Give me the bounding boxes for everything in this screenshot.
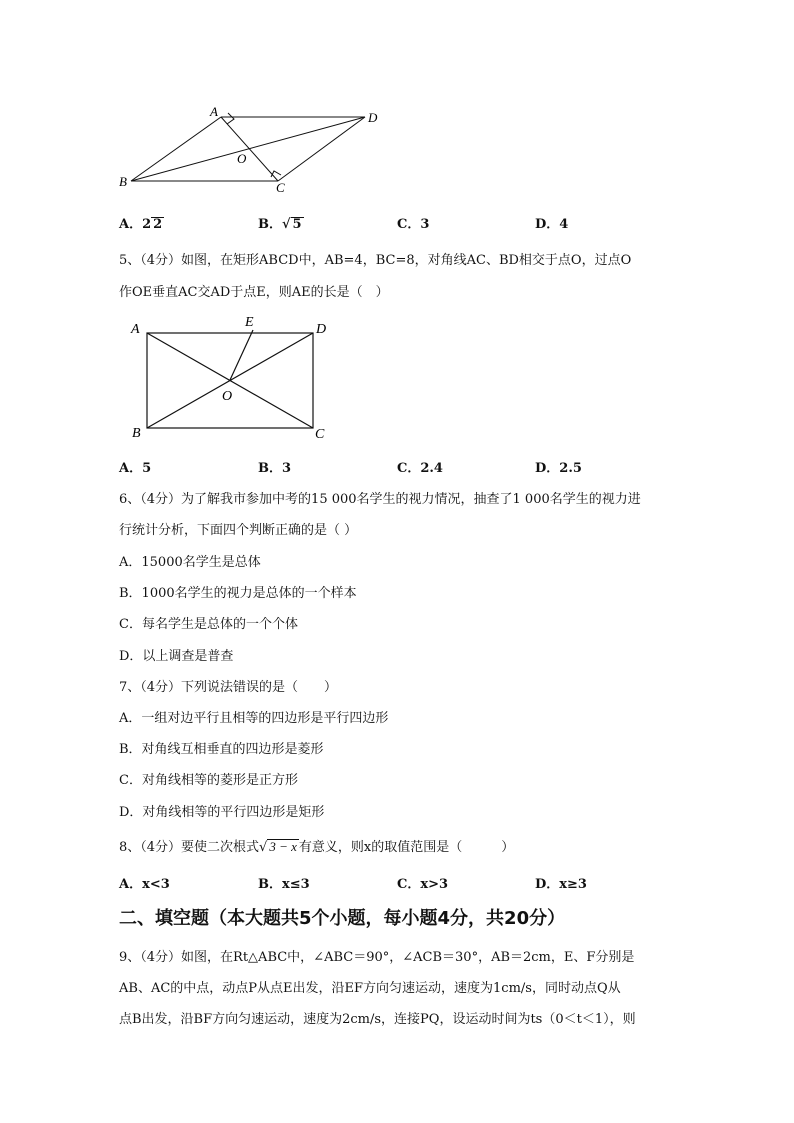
q8-option-d[interactable]: D．x≥3 bbox=[535, 877, 587, 892]
q9-stem-line3: 点B出发，沿BF方向匀速运动，速度为2cm/s，连接PQ，设运动时间为ts（0＜t＜1），则 bbox=[119, 1012, 636, 1027]
q8-stem: 8、（4分）要使二次根式√ 3 − x 有意义，则x的取值范围是（ ） bbox=[119, 839, 515, 855]
point-label-e: E bbox=[245, 315, 254, 330]
vertex-label-c: C bbox=[315, 427, 325, 442]
q6-option-b[interactable]: B．1000名学生的视力是总体的一个样本 bbox=[119, 586, 357, 601]
q6-stem-line1: 6、（4分）为了解我市参加中考的15 000名学生的视力情况，抽查了1 000名学生的视力进 bbox=[119, 492, 641, 507]
q5-option-d[interactable]: D．2.5 bbox=[535, 461, 582, 476]
q4-option-c[interactable]: C．3 bbox=[397, 217, 430, 232]
vertex-label-b: B bbox=[119, 174, 127, 189]
vertex-label-d: D bbox=[316, 322, 327, 337]
vertex-label-d: D bbox=[368, 110, 378, 125]
vertex-label-a: A bbox=[210, 104, 218, 119]
q4-option-a[interactable]: A．2 2 bbox=[119, 217, 163, 232]
q5-option-c[interactable]: C．2.4 bbox=[397, 461, 443, 476]
vertex-label-c: C bbox=[276, 180, 285, 195]
parallelogram-figure bbox=[110, 100, 400, 195]
center-label-o: O bbox=[222, 389, 233, 404]
q8-option-a[interactable]: A．x<3 bbox=[119, 877, 170, 892]
q4-option-d[interactable]: D．4 bbox=[535, 217, 569, 232]
q7-stem: 7、（4分）下列说法错误的是（ ） bbox=[119, 680, 338, 695]
section-heading-fill-in: 二、填空题（本大题共5个小题，每小题4分，共20分） bbox=[119, 908, 566, 929]
q6-option-a[interactable]: A．15000名学生是总体 bbox=[119, 555, 261, 570]
q7-option-a[interactable]: A．一组对边平行且相等的四边形是平行四边形 bbox=[119, 711, 389, 726]
q7-option-c[interactable]: C．对角线相等的菱形是正方形 bbox=[119, 773, 298, 788]
q5-stem-line1: 5、（4分）如图，在矩形ABCD中，AB=4，BC=8，对角线AC、BD相交于点O，过点O bbox=[119, 253, 632, 268]
q5-option-b[interactable]: B．3 bbox=[258, 461, 292, 476]
q6-option-c[interactable]: C．每名学生是总体的一个个体 bbox=[119, 617, 298, 632]
rectangle-figure bbox=[125, 310, 345, 445]
q6-stem-line2: 行统计分析，下面四个判断正确的是（ ） bbox=[119, 523, 358, 538]
q9-stem-line1: 9、（4分）如图，在Rt△ABC中，∠ABC＝90°，∠ACB＝30°，AB＝2cm，E、F分别是 bbox=[119, 950, 635, 965]
q9-stem-line2: AB、AC的中点，动点P从点E出发，沿EF方向匀速运动，速度为1cm/s，同时动点Q从 bbox=[119, 981, 621, 996]
q8-option-b[interactable]: B．x≤3 bbox=[258, 877, 310, 892]
q5-stem-line2: 作OE垂直AC交AD于点E，则AE的长是（ ） bbox=[119, 285, 389, 300]
q7-option-b[interactable]: B．对角线互相垂直的四边形是菱形 bbox=[119, 742, 324, 757]
q5-option-a[interactable]: A．5 bbox=[119, 461, 152, 476]
center-label-o: O bbox=[237, 151, 247, 166]
radical-expression: 3 − x bbox=[269, 839, 297, 854]
q8-option-c[interactable]: C．x>3 bbox=[397, 877, 449, 892]
vertex-label-b: B bbox=[132, 426, 141, 441]
vertex-label-a: A bbox=[131, 322, 140, 337]
q4-option-b[interactable]: B．√ 5 bbox=[258, 217, 302, 232]
q7-option-d[interactable]: D．对角线相等的平行四边形是矩形 bbox=[119, 805, 325, 820]
q6-option-d[interactable]: D．以上调查是普查 bbox=[119, 649, 234, 664]
